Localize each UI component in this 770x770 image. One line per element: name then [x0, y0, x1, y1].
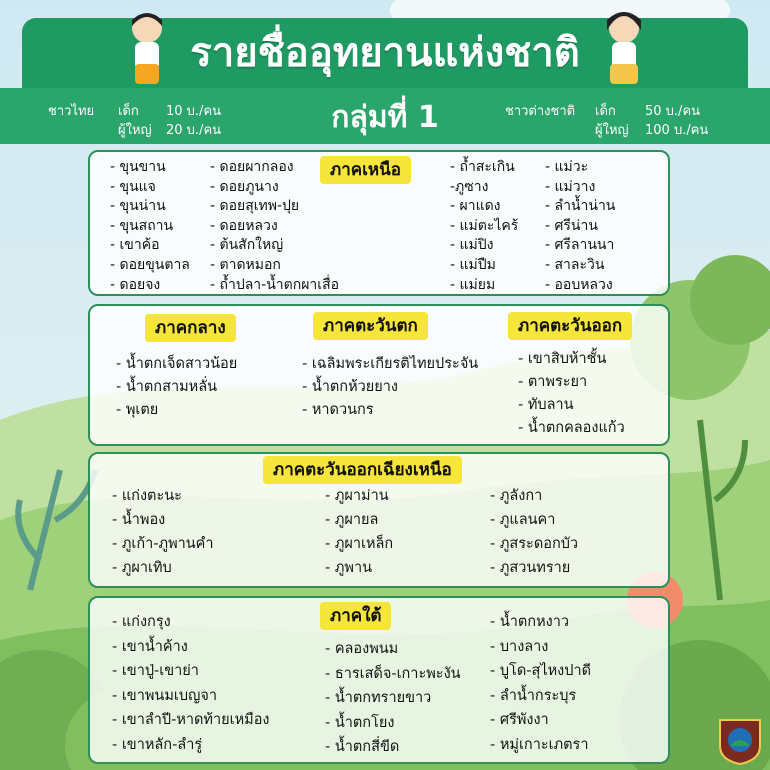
thai-fees — [118, 102, 221, 140]
list-item: - เขาลำปี-หาดท้ายเหมือง — [112, 712, 270, 728]
list-item: - ภูลังกา — [490, 488, 543, 504]
list-item: - ภูผาเทิบ — [112, 560, 172, 576]
foreign-adult-fee: 100 บ./คน — [645, 123, 709, 138]
list-item: - น้ำตกโยง — [325, 714, 395, 731]
west-tag: ภาคตะวันตก — [313, 312, 428, 340]
list-item: - ดอยหลวง — [210, 217, 278, 234]
list-item: - แม่วาง — [545, 178, 596, 195]
list-item: - น้ำตกสี่ขีด — [325, 739, 400, 755]
northeast-col1 — [112, 484, 214, 580]
national-park-emblem-icon — [716, 716, 764, 766]
list-item: - ภูสระดอกบัว — [490, 536, 579, 552]
central-tag: ภาคกลาง — [145, 314, 236, 342]
list-item: - ขุนสถาน — [110, 217, 174, 234]
thai-child-label: เด็ก — [118, 104, 139, 119]
south-col1 — [112, 610, 270, 757]
list-item: - บางลาง — [490, 638, 549, 655]
central-list — [116, 353, 237, 422]
foreign-adult-label: ผู้ใหญ่ — [595, 123, 629, 138]
list-item: - ขุนแจ — [110, 178, 156, 195]
list-item: - ออบหลวง — [545, 276, 613, 293]
east-list — [518, 348, 625, 440]
list-item: - แม่ปิง — [450, 237, 494, 254]
list-item: - ดอยจง — [110, 276, 161, 293]
group-title: กลุ่มที่ 1 — [331, 100, 439, 135]
page-title: รายชื่ออุทยานแห่งชาติ — [190, 30, 580, 76]
list-item: - ภูเก้า-ภูพานคำ — [112, 536, 214, 552]
list-item: -ภูซาง — [450, 178, 489, 195]
north-col1 — [110, 158, 190, 295]
list-item: - ภูผายล — [325, 512, 379, 528]
list-item: - เขาหลัก-ลำรู่ — [112, 736, 203, 753]
list-item: - ผาแดง — [450, 198, 501, 215]
list-item: - ต้นสักใหญ่ — [210, 237, 284, 254]
list-item: - ภูสวนทราย — [490, 560, 571, 576]
list-item: - เขาน้ำค้าง — [112, 638, 188, 655]
list-item: - ภูแลนคา — [490, 512, 556, 528]
list-item: - น้ำพอง — [112, 512, 166, 528]
list-item: - น้ำตกสามหลั่น — [116, 379, 217, 395]
list-item: - หมู่เกาะเภตรา — [490, 736, 589, 753]
list-item: - พุเตย — [116, 402, 159, 418]
foreign-child-label: เด็ก — [595, 104, 616, 119]
foreign-child-fee: 50 บ./คน — [645, 104, 701, 119]
list-item: - แก่งกรุง — [112, 614, 171, 630]
list-item: - ธารเสด็จ-เกาะพะงัน — [325, 665, 461, 682]
list-item: - น้ำตกห้วยยาง — [302, 379, 399, 395]
north-tag: ภาคเหนือ — [320, 156, 411, 184]
list-item: - ทับลาน — [518, 397, 574, 413]
south-tag: ภาคใต้ — [320, 602, 391, 630]
list-item: - แม่ตะไคร้ — [450, 217, 519, 234]
northeast-col2 — [325, 484, 393, 580]
list-item: - แม่ปืม — [450, 256, 496, 273]
list-item: - หาดวนกร — [302, 402, 374, 418]
list-item: - ขุนน่าน — [110, 198, 166, 215]
list-item: - น้ำตกทรายขาว — [325, 690, 432, 706]
northeast-col3 — [490, 484, 578, 580]
boy-mascot-illustration — [125, 8, 169, 88]
foreign-label: ชาวต่างชาติ — [505, 104, 576, 119]
list-item: - น้ำตกหงาว — [490, 614, 570, 630]
list-item: - ตาดหมอก — [210, 256, 281, 273]
east-tag: ภาคตะวันออก — [508, 312, 632, 340]
list-item: - ภูผาเหล็ก — [325, 536, 394, 552]
list-item: - ศรีน่าน — [545, 217, 598, 234]
list-item: - ดอยผากลอง — [210, 159, 294, 175]
list-item: - ศรีพังงา — [490, 712, 549, 728]
list-item: - แก่งตะนะ — [112, 488, 182, 504]
north-col4 — [545, 158, 615, 295]
list-item: - แม่วะ — [545, 159, 589, 175]
list-item: - ดอยภูนาง — [210, 178, 279, 195]
list-item: - น้ำตกเจ็ดสาวน้อย — [116, 356, 238, 372]
list-item: - ขุนขาน — [110, 159, 166, 175]
list-item: - ถ้ำปลา-น้ำตกผาเสื่อ — [210, 276, 340, 293]
south-col3 — [490, 610, 591, 757]
list-item: - ดอยสุเทพ-ปุย — [210, 198, 300, 215]
south-col2 — [325, 637, 461, 760]
north-col2 — [210, 158, 339, 295]
thai-adult-fee: 20 บ./คน — [166, 123, 222, 138]
list-item: - ดอยขุนตาล — [110, 256, 190, 273]
list-item: - ศรีลานนา — [545, 237, 615, 254]
list-item: - เขาพนมเบญจา — [112, 687, 218, 704]
list-item: - คลองพนม — [325, 641, 399, 657]
list-item: - เขาค้อ — [110, 237, 160, 254]
thai-adult-label: ผู้ใหญ่ — [118, 123, 152, 138]
list-item: - ถ้ำสะเกิน — [450, 159, 515, 175]
west-list — [302, 353, 478, 422]
list-item: - เขาสิบห้าชั้น — [518, 351, 607, 367]
list-item: - ตาพระยา — [518, 374, 588, 390]
girl-mascot-illustration — [602, 8, 646, 88]
northeast-tag: ภาคตะวันออกเฉียงเหนือ — [263, 456, 462, 484]
list-item: - แม่ยม — [450, 276, 496, 293]
thai-label: ชาวไทย — [48, 104, 95, 119]
list-item: - เขาปู่-เขาย่า — [112, 663, 199, 679]
list-item: - ลำน้ำกระบุร — [490, 687, 577, 704]
thai-child-fee: 10 บ./คน — [166, 104, 222, 119]
list-item: - ภูพาน — [325, 560, 373, 576]
list-item: - สาละวิน — [545, 256, 605, 273]
list-item: - น้ำตกคลองแก้ว — [518, 420, 625, 436]
list-item: - บูโด-สุไหงปาดี — [490, 663, 592, 679]
list-item: - เฉลิมพระเกียรติไทยประจัน — [302, 356, 479, 372]
list-item: - ภูผาม่าน — [325, 488, 389, 504]
north-col3 — [450, 158, 518, 295]
foreign-fees — [595, 102, 708, 140]
list-item: - ลำน้ำน่าน — [545, 198, 616, 215]
